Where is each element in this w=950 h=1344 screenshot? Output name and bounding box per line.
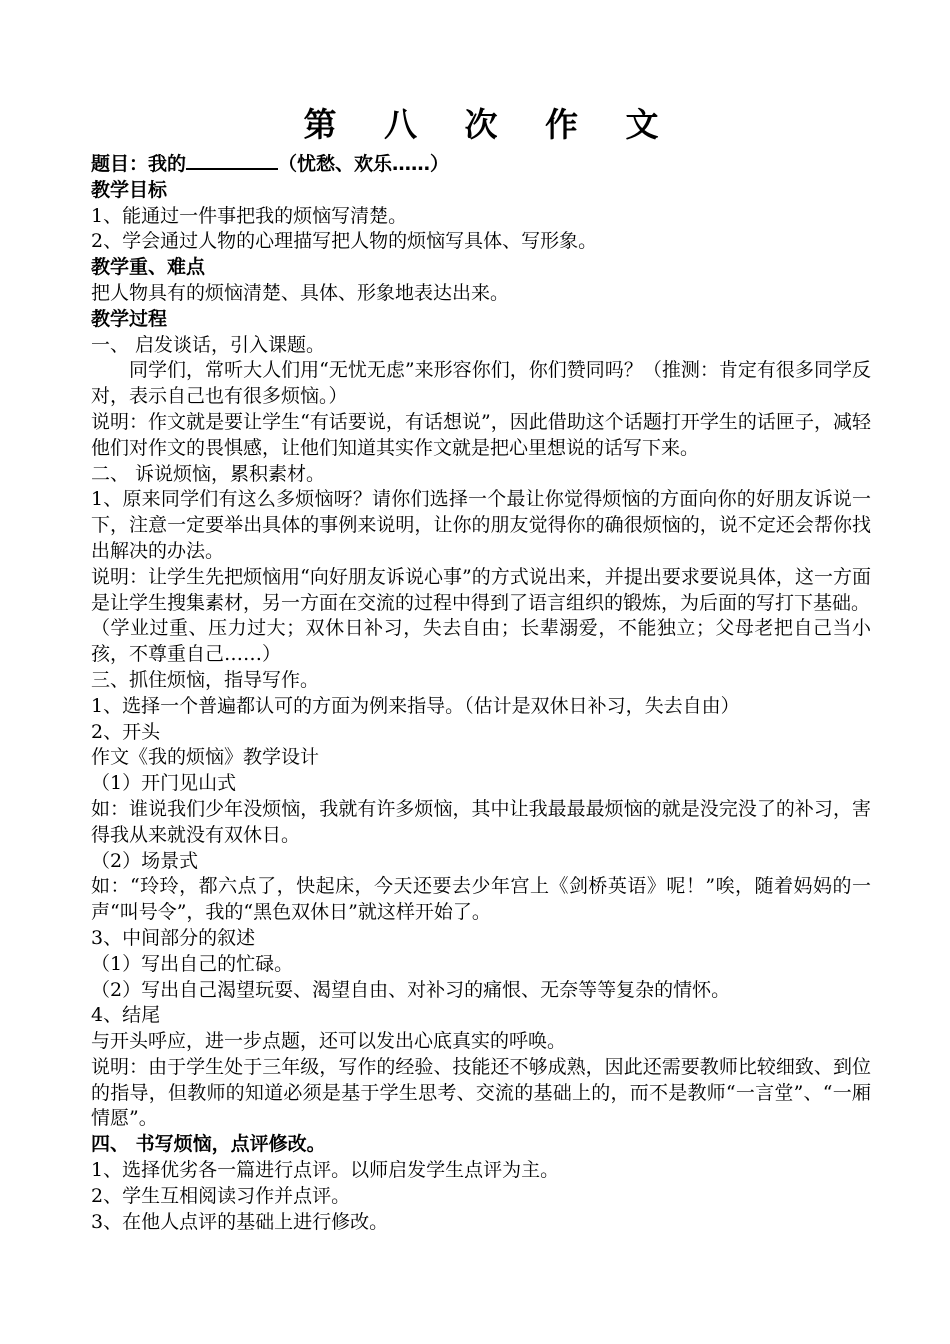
section-3-title: 三、抓住烦恼，指导写作。 (91, 668, 320, 691)
goal-item: 1、能通过一件事把我的烦恼写清楚。 (91, 204, 408, 227)
process-heading: 教学过程 (91, 307, 168, 330)
section-2-text: 1、原来同学们有这么多烦恼呀？请你们选择一个最让你觉得烦恼的方面向你的好朋友诉说一下，注意一定要举出具体的事例来说明，让你的朋友觉得你的确很烦恼的，说不定还会帮你找出解决的办法。 (91, 488, 871, 562)
section-2-title: 二、 诉说烦恼，累积素材。 (91, 462, 326, 485)
section-3-line: 2、开头 (91, 720, 161, 743)
section-3-line: （1）开门见山式 (91, 772, 237, 795)
goal-item: 2、学会通过人物的心理描写把人物的烦恼写具体、写形象。 (91, 230, 598, 253)
topic-prefix: 题目：我的 (91, 153, 187, 175)
section-1-text: 同学们，常听大人们用“无忧无虑”来形容你们，你们赞同吗？（推测：肯定有很多同学反对，表示自己也有很多烦恼。） (91, 359, 871, 408)
section-4-title: 四、 书写烦恼，点评修改。 (91, 1133, 326, 1156)
key-points-text: 把人物具有的烦恼清楚、具体、形象地表达出来。 (91, 281, 510, 304)
section-3-line: 与开头呼应，进一步点题，还可以发出心底真实的呼唤。 (91, 1030, 567, 1053)
section-3-line: 3、中间部分的叙述 (91, 926, 256, 949)
topic-suffix: （忧愁、欢乐……） (278, 153, 450, 175)
section-3-line: 4、结尾 (91, 1004, 161, 1027)
document-page (91, 100, 871, 1235)
section-4-line: 2、学生互相阅读习作并点评。 (91, 1184, 351, 1207)
section-2-examples: （学业过重、压力过大；双休日补习，失去自由；长辈溺爱，不能独立；父母老把自己当小孩，不尊重自己……） (91, 617, 871, 666)
key-points-heading: 教学重、难点 (91, 256, 206, 279)
section-3-example: 如：“玲玲，都六点了，快起床，今天还要去少年宫上《剑桥英语》呢！”唉，随着妈妈的一声“叫号令”，我的“黑色双休日”就这样开始了。 (91, 875, 871, 924)
section-3-example: 如：谁说我们少年没烦恼，我就有许多烦恼，其中让我最最最烦恼的就是没完没了的补习，害得我从来就没有双休日。 (91, 797, 871, 846)
topic-line (91, 150, 871, 178)
goals-heading: 教学目标 (91, 178, 168, 201)
section-4-line: 1、选择优劣各一篇进行点评。以师启发学生点评为主。 (91, 1159, 560, 1182)
section-1-note: 说明：作文就是要让学生“有话要说，有话想说”，因此借助这个话题打开学生的话匣子，减轻他们对作文的畏惧感，让他们知道其实作文就是把心里想说的话写下来。 (91, 410, 871, 459)
section-1-title: 一、 启发谈话，引入课题。 (91, 333, 326, 356)
section-3-line: （1）写出自己的忙碌。 (91, 952, 294, 975)
section-4-line: 3、在他人点评的基础上进行修改。 (91, 1210, 389, 1233)
document-title: 第 八 次 作 文 (303, 105, 677, 144)
topic-blank (186, 150, 278, 170)
section-2-note: 说明：让学生先把烦恼用“向好朋友诉说心事”的方式说出来，并提出要求要说具体，这一方面是让学生搜集素材，另一方面在交流的过程中得到了语言组织的锻炼，为后面的写打下基础。 (91, 565, 871, 614)
section-3-note: 说明：由于学生处于三年级，写作的经验、技能还不够成熟，因此还需要教师比较细致、到位的指导，但教师的知道必须是基于学生思考、交流的基础上的，而不是教师“一言堂”、“一厢情愿”。 (91, 1055, 871, 1130)
section-3-line: （2）场景式 (91, 849, 199, 872)
section-3-line: 1、选择一个普遍都认可的方面为例来指导。（估计是双休日补习，失去自由） (91, 694, 740, 717)
section-3-line: 作文《我的烦恼》教学设计 (91, 746, 320, 769)
section-3-line: （2）写出自己渴望玩耍、渴望自由、对补习的痛恨、无奈等等复杂的情怀。 (91, 978, 731, 1001)
